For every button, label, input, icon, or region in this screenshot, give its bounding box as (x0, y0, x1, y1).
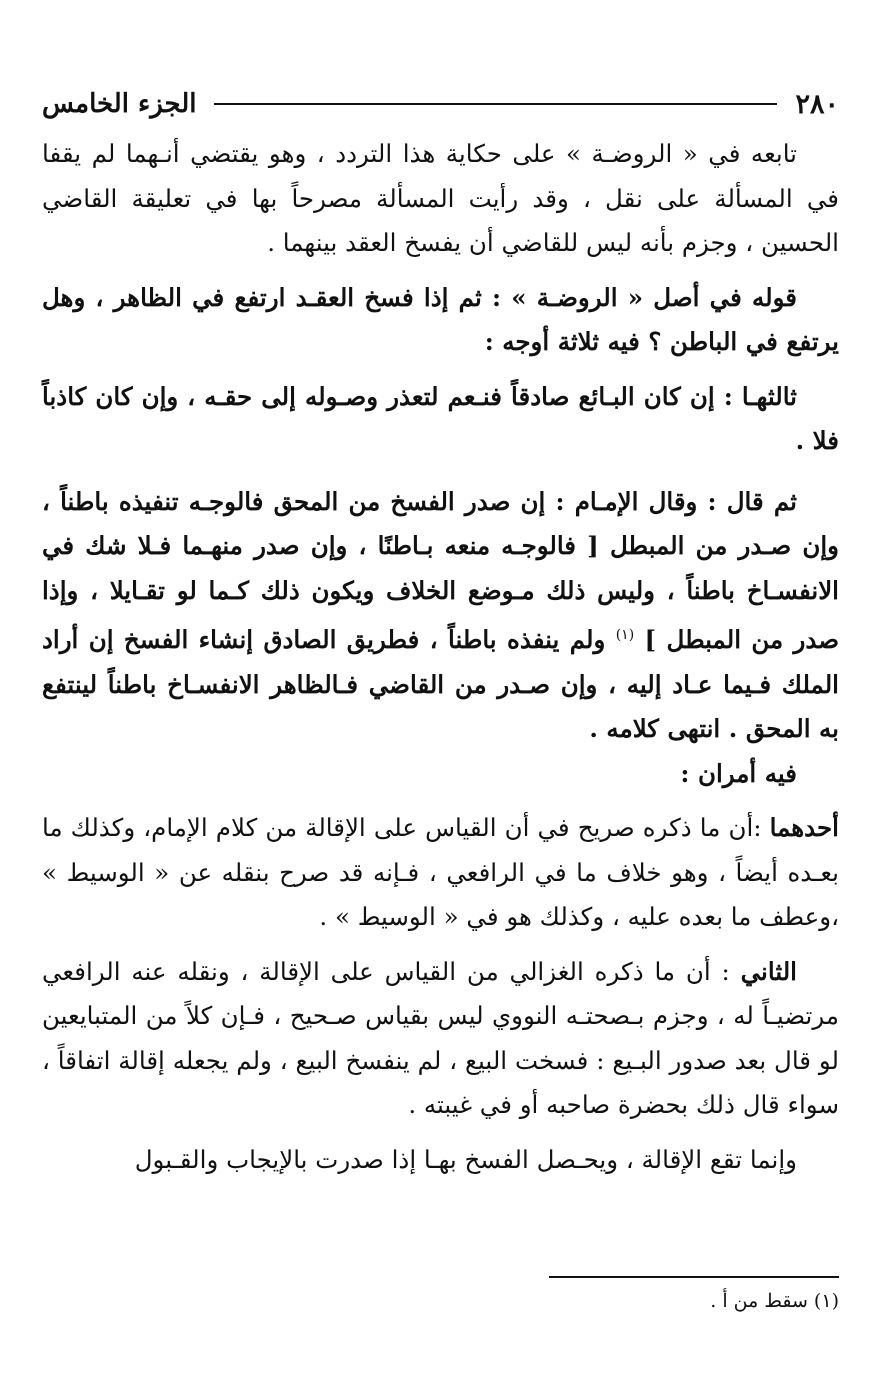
footnote-rule (549, 1276, 839, 1278)
paragraph-4 (42, 480, 839, 752)
paragraph-6 (42, 806, 839, 940)
header-rule (214, 103, 777, 105)
footnote-reference: (١) (615, 627, 635, 643)
page-number: ٢٨٠ (795, 88, 839, 120)
paragraph-7-lead: الثاني (740, 956, 797, 986)
paragraph-1: تابعه في « الروضـة » على حكاية هذا التردد ، وهو يقتضي أنـهما لم يقفا في المسألة على نقل ، وقد رأيت المسألة مصرحاً بها في تعليقة القاضي الحسين ، وجزم بأنه ليس للقاضي أن يفسخ العقد بينهما . (42, 139, 839, 257)
paragraph-7 (42, 950, 839, 1128)
paragraph-7-text: : أن ما ذكره الغزالي من القياس على الإقالة ، ونقله عنه الرافعي مرتضيـاً له ، وجزم بـصحتـه النووي ليس بقياس صـحيح ، فـإن كلاً من المتبايعين لو قال بعد صدور البـيع : فسخت البيع ، لم ينفسخ البيع ، ولم يجعله إقالة اتفاقاً ، سواء قال ذلك بحضرة صاحبه أو في غيبته . (42, 956, 839, 1120)
paragraph-3: ثالثهـا : إن كان البـائع صادقاً فنـعم لتعذر وصـوله إلى حقـه ، وإن كان كاذباً فلا . (42, 381, 839, 455)
paragraph-2: قوله في أصل « الروضـة » : ثم إذا فسخ العقـد ارتفع في الظاهر ، وهل يرتفع في الباطن ؟ فيه ثلاثة أوجه : (42, 282, 839, 356)
part-title: الجزء الخامس (42, 89, 197, 119)
paragraph-4-text-b: ولم ينفذه باطناً ، فطريق الصادق إنشاء الفسخ إن أراد الملك فـيما عـاد إليه ، وإن صـدر من القاضي فـالظاهر الانفسـاخ باطناً لينتفع به المحق . انتهى كلامه . (42, 625, 839, 744)
paragraph-4-text-a: ثم قال : وقال الإمـام : إن صدر الفسخ من المحق فالوجـه تنفيذه باطناً ، وإن صـدر من المبطل [ فالوجـه منعه بـاطنًا ، وإن صدر منهـما فـلا شك في الانفسـاخ باطناً ، وليس ذلك مـوضع الخلاف ويكون ذلك كـما لو تقـايلا ، وإذا صدر من المبطل ] (42, 486, 840, 655)
paragraph-6-lead: أحدهما (769, 813, 839, 843)
page-header (42, 82, 839, 126)
footnote: (١) سقط من أ . (710, 1290, 839, 1312)
paragraph-5: فيه أمران : (680, 758, 797, 788)
paragraph-6-text: :أن ما ذكره صريح في أن القياس على الإقالة من كلام الإمام، وكذلك ما بعـده أيضاً ، وهو خلاف ما في الرافعي ، فـإنه قد صرح بنقله عن « الوسيط » ،وعطف ما بعده عليه ، وكذلك هو في « الوسيط » . (42, 813, 839, 932)
paragraph-8: وإنما تقع الإقالة ، ويحـصل الفسخ بهـا إذا صدرت بالإيجاب والقـبول (134, 1144, 797, 1174)
